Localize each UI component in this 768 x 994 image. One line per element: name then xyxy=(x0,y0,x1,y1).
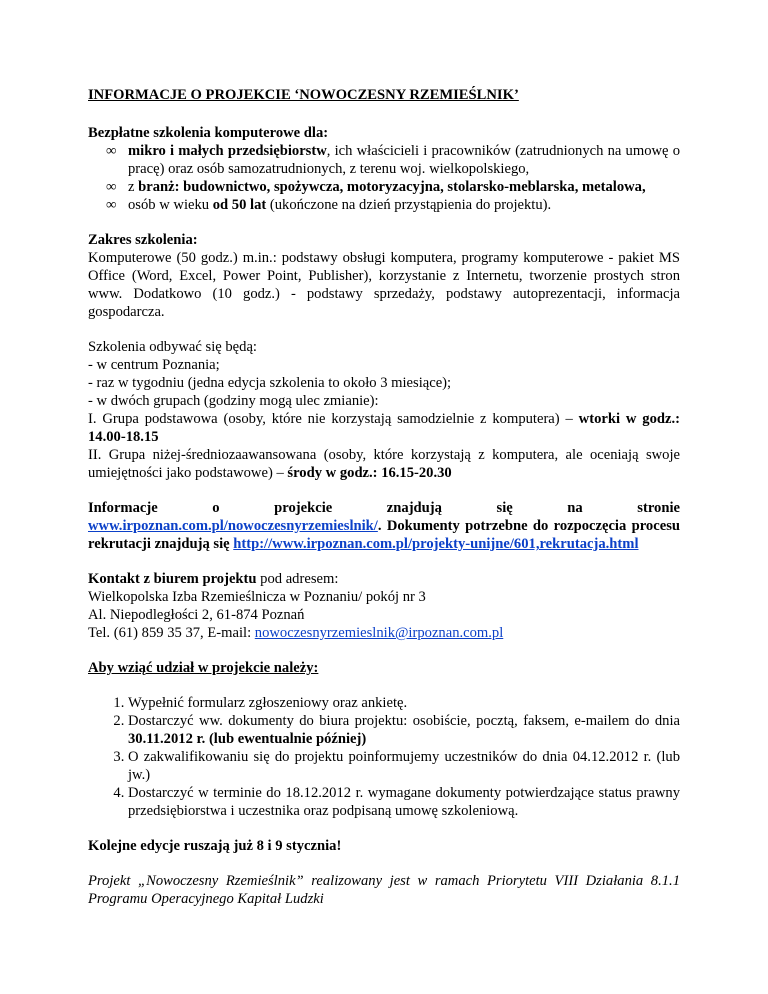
free-training-heading: Bezpłatne szkolenia komputerowe dla: xyxy=(88,125,329,141)
contact-line: Al. Niepodległości 2, 61-874 Poznań xyxy=(88,607,305,623)
bullet-text: , ich właścicieli i pracowników (zatrudnionych na umowę o pracę) oraz osób samozatrudnionych, z terenu woj. wielkopolskiego, xyxy=(128,143,680,177)
next-editions-notice: Kolejne edycje ruszają już 8 i 9 stycznia! xyxy=(88,838,342,854)
schedule-line: - raz w tygodniu (jedna edycja szkolenia to około 3 miesiące); xyxy=(88,375,452,391)
step-deadline: 30.11.2012 r. (lub ewentualnie później) xyxy=(128,731,367,747)
group-basic-time: wtorki w godz.: 14.00-18.15 xyxy=(88,411,680,445)
contact-section xyxy=(88,570,680,642)
info-text: Informacje o projekcie znajdują się na stronie xyxy=(88,500,680,516)
info-section xyxy=(88,499,680,553)
step-text: Dostarczyć ww. dokumenty do biura projektu: osobiście, pocztą, faksem, e-mailem do dnia xyxy=(128,713,680,729)
project-website-link[interactable]: www.irpoznan.com.pl/nowoczesnyrzemieslnik/ xyxy=(88,518,378,534)
group-basic xyxy=(88,410,680,446)
recruitment-link[interactable]: http://www.irpoznan.com.pl/projekty-unijne/601,rekrutacja.html xyxy=(233,536,639,552)
scope-heading: Zakres szkolenia: xyxy=(88,232,198,248)
contact-line xyxy=(88,624,680,642)
scope-text: Komputerowe (50 godz.) m.in.: podstawy obsługi komputera, programy komputerowe - pakiet MS Office (Word, Excel, Power Point, Publisher), korzystanie z Internetu, tworzenie prostych stron www. Dodatkowo (10 godz.) - podstawy sprzedaży, podstawy autoprezentacji, informacja gospodarcza. xyxy=(88,250,680,320)
bullet-text: (ukończone na dzień przystąpienia do projektu). xyxy=(266,197,552,213)
group-intermediate xyxy=(88,446,680,482)
list-item: 4. Dostarczyć w terminie do 18.12.2012 r. wymagane dokumenty potwierdzające status prawny przedsiębiorstwa i uczestnika oraz podpisaną umowę szkoleniową. xyxy=(128,784,680,820)
footer-note: Projekt „Nowoczesny Rzemieślnik” realizowany jest w ramach Priorytetu VIII Działania 8.1.1 Programu Operacyjnego Kapitał Ludzki xyxy=(88,873,680,907)
bullet-bold-text: branż: budownictwo, spożywcza, motoryzacyjna, stolarsko-meblarska, metalowa, xyxy=(138,179,646,195)
contact-email-link[interactable]: nowoczesnyrzemieslnik@irpoznan.com.pl xyxy=(254,625,504,641)
schedule-intro: Szkolenia odbywać się będą: xyxy=(88,339,257,355)
steps-section xyxy=(88,659,680,820)
list-item xyxy=(128,712,680,748)
info-text: . Dokumenty potrzebne do rozpoczęcia procesu rekrutacji znajdują się xyxy=(88,518,680,552)
document-page xyxy=(88,86,680,908)
contact-heading-bold: Kontakt z biurem projektu xyxy=(88,571,257,587)
bullet-item xyxy=(88,196,680,214)
phone-text: Tel. (61) 859 35 37, E-mail: xyxy=(88,625,255,641)
group-basic-text: I. Grupa podstawowa (osoby, które nie korzystają samodzielnie z komputera) – xyxy=(88,411,579,427)
schedule-line: - w centrum Poznania; xyxy=(88,357,220,373)
contact-line: Wielkopolska Izba Rzemieślnicza w Poznaniu/ pokój nr 3 xyxy=(88,589,426,605)
bullet-text: z xyxy=(128,179,139,195)
steps-list xyxy=(88,694,680,820)
bullet-bold-text: od 50 lat xyxy=(212,197,267,213)
bullet-text: osób w wieku xyxy=(128,197,213,213)
infinity-bullet-icon: ∞ xyxy=(106,143,117,159)
schedule-section xyxy=(88,338,680,482)
contact-heading xyxy=(88,570,680,588)
contact-heading-rest: pod adresem: xyxy=(256,571,339,587)
infinity-bullet-icon: ∞ xyxy=(106,179,117,195)
free-training-section xyxy=(88,124,680,214)
bullet-bold-text: mikro i małych przedsiębiorstw xyxy=(128,143,327,159)
infinity-bullet-icon: ∞ xyxy=(106,197,117,213)
list-item: 1. Wypełnić formularz zgłoszeniowy oraz ankietę. xyxy=(128,694,680,712)
steps-heading: Aby wziąć udział w projekcie należy: xyxy=(88,660,319,676)
bullet-item xyxy=(88,142,680,178)
schedule-line: - w dwóch grupach (godziny mogą ulec zmianie): xyxy=(88,393,379,409)
document-title: INFORMACJE O PROJEKCIE ‘NOWOCZESNY RZEMIEŚLNIK’ xyxy=(88,87,519,103)
bullet-item xyxy=(88,178,680,196)
group-intermediate-text: II. Grupa niżej-średniozaawansowana (osoby, które korzystają z komputera, ale oceniają swoje umiejętności jako podstawowe) – xyxy=(88,447,680,481)
group-intermediate-time: środy w godz.: 16.15-20.30 xyxy=(287,465,452,481)
info-paragraph xyxy=(88,517,680,553)
list-item: 3. O zakwalifikowaniu się do projektu poinformujemy uczestników do dnia 04.12.2012 r. (lub jw.) xyxy=(128,748,680,784)
scope-section xyxy=(88,231,680,321)
